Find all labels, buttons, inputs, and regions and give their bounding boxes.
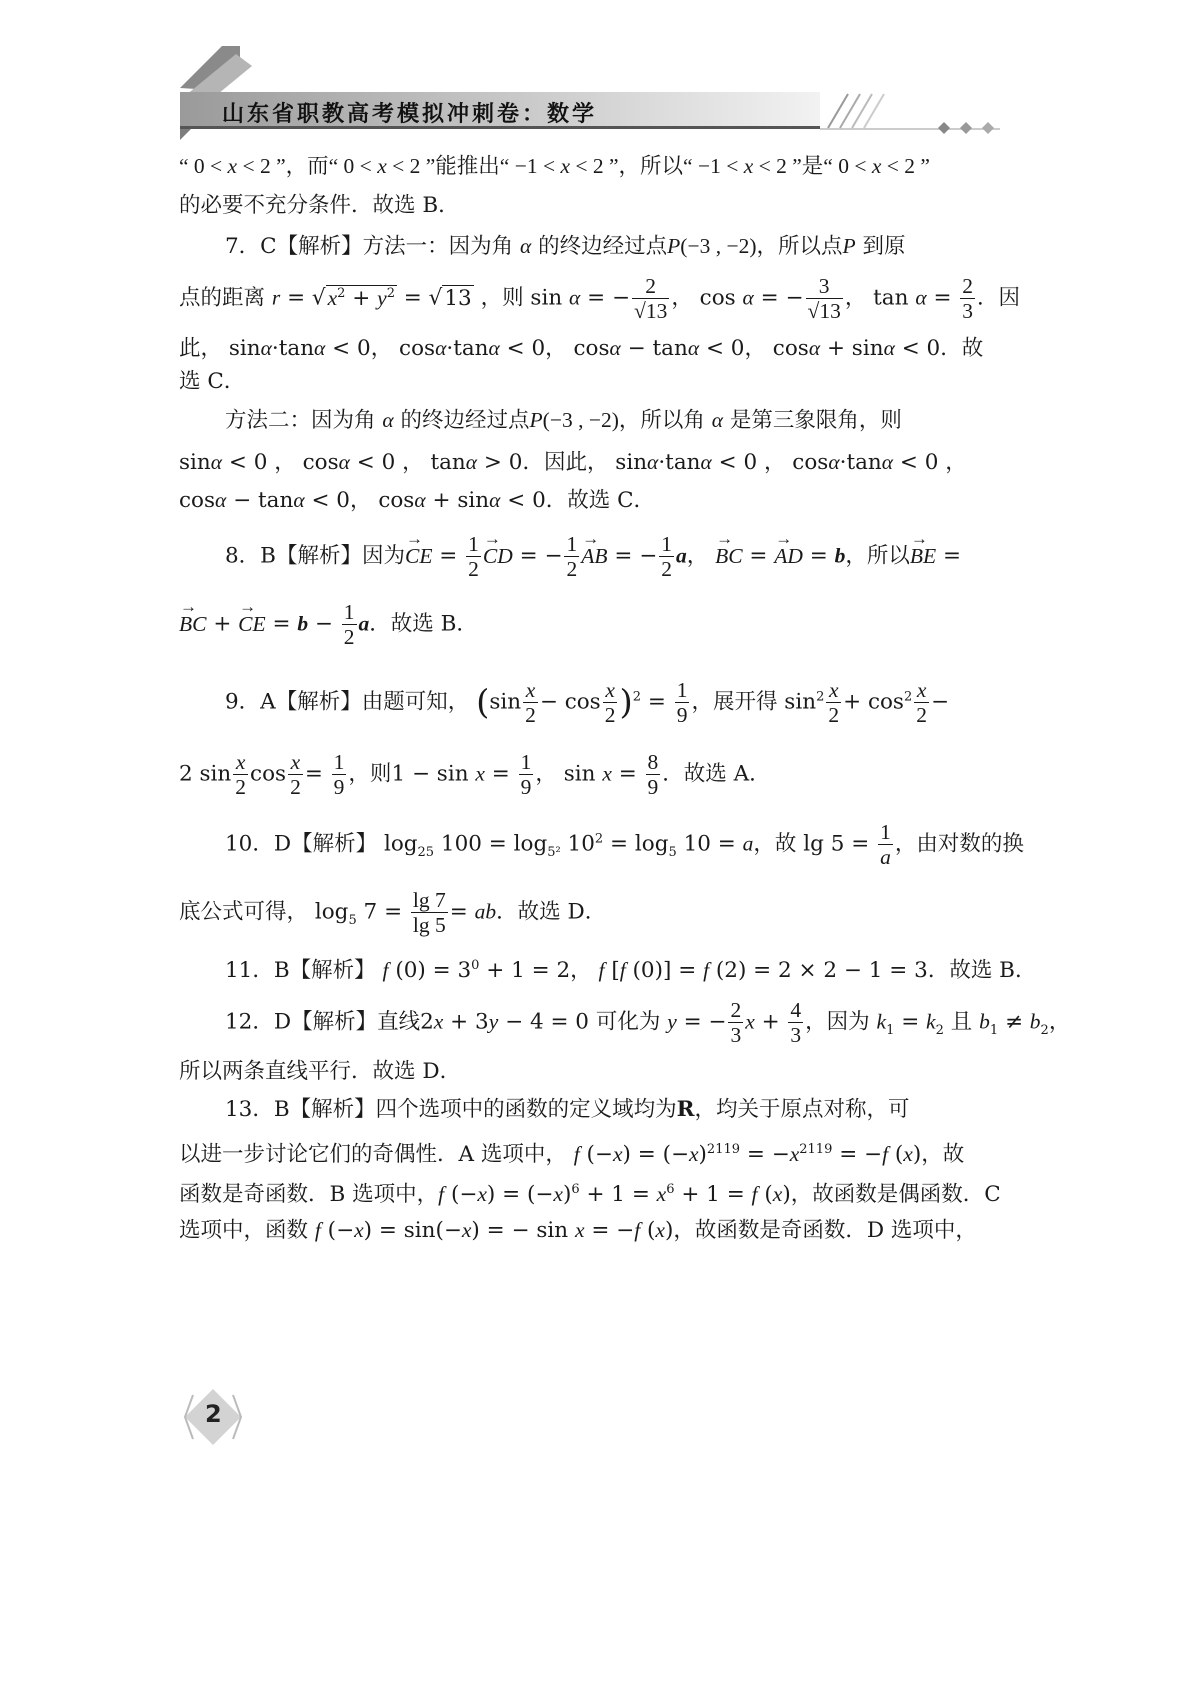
line-q6-end: 的必要不充分条件．故选 B． <box>179 193 460 218</box>
line-q13-d: 选项中，函数 f (−x) = sin(−x) = − sin x = −f (x)，故函数是奇函数．D 选项中， <box>179 1218 977 1243</box>
line-q13-a: 13．B【解析】四个选项中的函数的定义域均为R，均关于原点对称，可 <box>225 1097 910 1122</box>
line-q12-intro: 12．D【解析】直线2x + 3y − 4 = 0 可化为 y = − $\frac{2}{3}$ x + $\frac{4}{3}$ ，因为 $k_1 = k_2$ 且 $b_1 \ne b_2$， <box>225 998 1071 1047</box>
line-q9-intro: 9．A【解析】由题可知， (sin $\frac{x}{2}$ − cos $\frac{x}{2}$ )$^2$ = $\frac{1}{9}$ ，展开得 $\sin^2$ $\frac{x}{2}$ + $\cos^2$ $\frac{x}{2}$ − <box>225 678 950 727</box>
line-q8-result: → BC + → CE = b − $\frac{1}{2}$ a．故选 B． <box>179 600 478 649</box>
header-diamond-icon <box>982 122 994 134</box>
header-diamond-icon <box>938 122 950 134</box>
line-q6-condition: “ 0 < x < 2 ”，而“ 0 < x < 2 ”能推出“ −1 < x < 2 ”，所以“ −1 < x < 2 ”是“ 0 < x < 2 ” <box>179 154 930 178</box>
line-q10-intro: 10．D【解析】 $\log_{25} 100 = \log_{5^2} 10^2 = \log_5 10 = a$，故 lg 5 = $\frac{1}{a}$ ，由对数的换 <box>225 820 1024 869</box>
line-m2-end: cosα − tanα < 0， cosα + sinα < 0．故选 C． <box>179 488 656 513</box>
line-q7-intro: 7．C【解析】方法一：因为角 α 的终边经过点P(−3 , −2)，所以点P 到原 <box>225 234 906 259</box>
header-diamond-icon <box>960 122 972 134</box>
page-number: 2 <box>205 1400 222 1428</box>
line-q12-end: 所以两条直线平行．故选 D． <box>179 1059 462 1084</box>
page-header <box>0 0 1191 150</box>
line-m2-signs: sinα < 0 ， cosα < 0 ， tanα > 0．因此， sinα·tanα < 0 ， cosα·tanα < 0 ， <box>179 450 967 475</box>
line-m2-intro: 方法二：因为角 α 的终边经过点P(−3 , −2)，所以角 α 是第三象限角，则 <box>225 408 902 433</box>
line-q13-c: 函数是奇函数．B 选项中，f $(-x) = (-x)^6 + 1 = x^6 + 1 = f$ (x)，故函数是偶函数．C <box>179 1182 1001 1208</box>
header-title: 山东省职教高考模拟冲刺卷：数学 <box>222 101 598 127</box>
line-q8-intro: 8．B【解析】因为→ CE = $\frac{1}{2}$ → CD = − $\frac{1}{2}$ → AB = − $\frac{1}{2}$ a， → BC = → AD = b，所以→ BE = <box>225 532 961 581</box>
line-q9-result: 2 sin $\frac{x}{2}$ cos $\frac{x}{2}$ = $\frac{1}{9}$ ，则1 − sin x = $\frac{1}{9}$ ， sin x = $\frac{8}{9}$ ．故选 A． <box>179 750 771 799</box>
line-q10-result: 底公式可得， $\log_5 7$ = $\frac{\lg 7}{\lg 5}$ = ab．故选 D． <box>179 888 607 937</box>
line-q7-values: 点的距离 $r = √x^2 + y^2 = √13$ ，则 sin α = − $\frac{2}{√13}$ ， cos α = − $\frac{3}{√13}$ ， tan α = $\frac{2}{3}$ ．因 <box>179 274 1021 323</box>
line-q13-b: 以进一步讨论它们的奇偶性．A 选项中， f $(-x) = (-x)^{2119} = -x^{2119} = -f$ (x)，故 <box>179 1142 965 1168</box>
line-q7-choose: 选 C． <box>179 369 246 394</box>
line-q7-results: 此， sinα·tanα < 0， cosα·tanα < 0， cosα − tanα < 0， cosα + sinα < 0．故 <box>179 336 984 361</box>
line-q11: 11．B【解析】 f $(0) = 3^0 + 1 = 2$， f [f (0)] = f (2) = 2 × 2 − 1 = 3．故选 B． <box>225 958 1037 984</box>
